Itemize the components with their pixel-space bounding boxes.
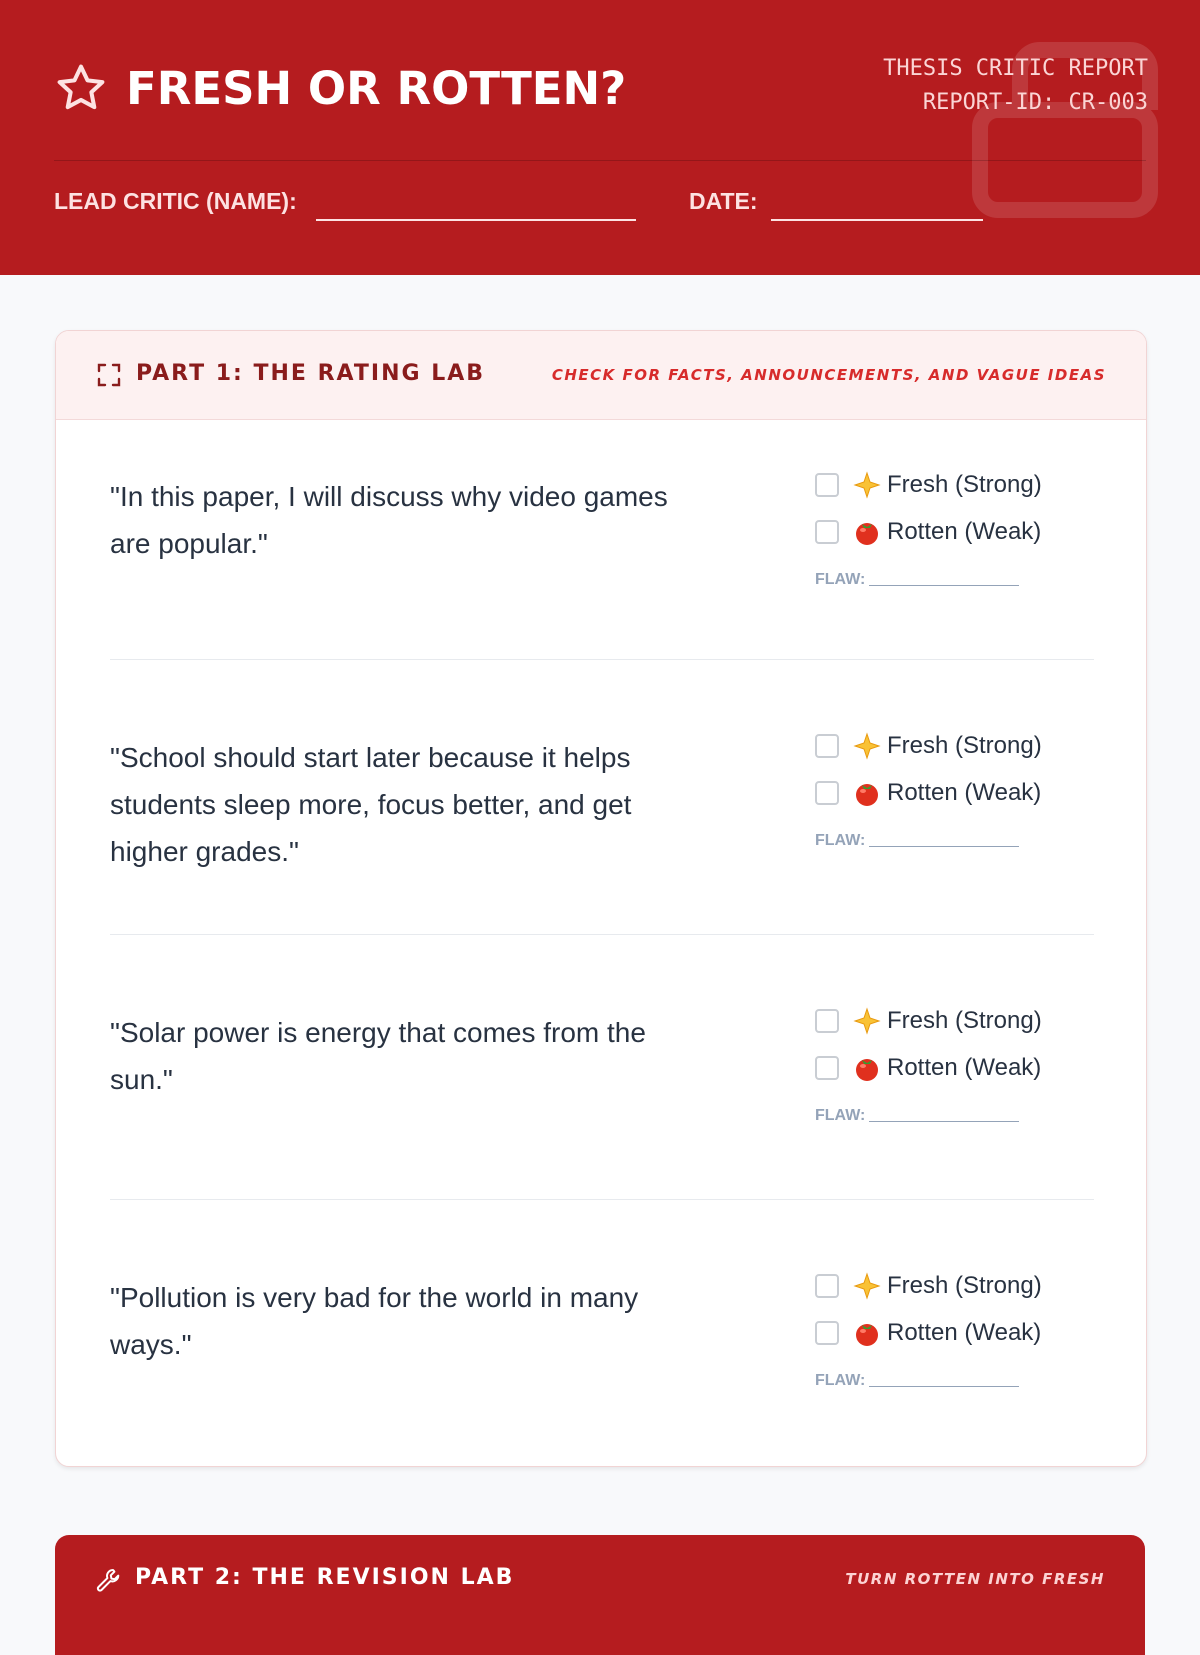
tomato-icon <box>853 1319 881 1347</box>
rotten-checkbox[interactable] <box>815 1321 839 1345</box>
rotten-checkbox[interactable] <box>815 1056 839 1080</box>
sparkle-icon <box>853 1272 881 1300</box>
fresh-checkbox[interactable] <box>815 734 839 758</box>
part1-header <box>56 331 1146 420</box>
rotten-checkbox[interactable] <box>815 520 839 544</box>
fresh-option[interactable] <box>815 731 1042 761</box>
item-divider <box>110 934 1094 935</box>
part2-title: PART 2: THE REVISION LAB <box>135 1565 515 1590</box>
rotten-label: Rotten (Weak) <box>887 518 1042 545</box>
rotten-label: Rotten (Weak) <box>887 1054 1042 1081</box>
frame-icon <box>96 362 122 388</box>
fresh-label: Fresh (Strong) <box>887 1007 1042 1034</box>
part1-title: PART 1: THE RATING LAB <box>136 361 486 386</box>
fresh-checkbox[interactable] <box>815 473 839 497</box>
part2-hint: TURN ROTTEN INTO FRESH <box>845 1570 1105 1588</box>
date-field[interactable] <box>771 219 983 221</box>
flaw-field[interactable] <box>815 571 1019 589</box>
thesis-quote: "School should start later because it helps students sleep more, focus better, and get higher grades." <box>110 742 632 867</box>
flaw-line <box>869 1386 1019 1387</box>
flaw-field[interactable] <box>815 832 1019 850</box>
sparkle-icon <box>853 732 881 760</box>
sparkle-icon <box>853 471 881 499</box>
fresh-checkbox[interactable] <box>815 1009 839 1033</box>
lead-critic-name-field[interactable] <box>316 219 636 221</box>
star-icon <box>54 61 108 115</box>
rotten-option[interactable] <box>815 517 1041 547</box>
report-header <box>0 0 1200 275</box>
header-divider <box>54 160 1146 161</box>
fresh-option[interactable] <box>815 470 1042 500</box>
item-divider <box>110 1199 1094 1200</box>
tomato-icon <box>853 779 881 807</box>
report-label: THESIS CRITIC REPORT <box>883 56 1148 81</box>
tomato-icon <box>853 518 881 546</box>
flaw-field[interactable] <box>815 1107 1019 1125</box>
part2-card <box>55 1535 1145 1655</box>
date-label: DATE: <box>689 188 758 214</box>
flaw-field[interactable] <box>815 1372 1019 1390</box>
title-row <box>54 58 626 118</box>
rotten-label: Rotten (Weak) <box>887 1319 1042 1346</box>
part1-hint: CHECK FOR FACTS, ANNOUNCEMENTS, AND VAGUE IDEAS <box>551 366 1106 384</box>
flaw-line <box>869 846 1019 847</box>
lead-critic-label: LEAD CRITIC (NAME): <box>54 188 297 214</box>
item-divider <box>110 659 1094 660</box>
rotten-label: Rotten (Weak) <box>887 779 1042 806</box>
thesis-quote: "Pollution is very bad for the world in many ways." <box>110 1282 639 1360</box>
fresh-label: Fresh (Strong) <box>887 1272 1042 1299</box>
fresh-option[interactable] <box>815 1271 1042 1301</box>
report-id: REPORT-ID: CR-003 <box>922 90 1148 115</box>
thesis-quote: "In this paper, I will discuss why video games are popular." <box>110 481 668 559</box>
flaw-label: FLAW: <box>815 571 866 588</box>
fresh-label: Fresh (Strong) <box>887 732 1042 759</box>
flaw-label: FLAW: <box>815 832 866 849</box>
rotten-checkbox[interactable] <box>815 781 839 805</box>
flaw-label: FLAW: <box>815 1107 866 1124</box>
rotten-option[interactable] <box>815 1318 1041 1348</box>
thesis-quote: "Solar power is energy that comes from the sun." <box>110 1017 646 1095</box>
flaw-line <box>869 1121 1019 1122</box>
report-meta <box>883 52 1148 120</box>
wrench-icon <box>95 1567 123 1595</box>
rotten-option[interactable] <box>815 778 1041 808</box>
fresh-option[interactable] <box>815 1006 1042 1036</box>
page-title: FRESH OR ROTTEN? <box>126 61 627 115</box>
flaw-label: FLAW: <box>815 1372 866 1389</box>
flaw-line <box>869 585 1019 586</box>
fresh-checkbox[interactable] <box>815 1274 839 1298</box>
fresh-label: Fresh (Strong) <box>887 471 1042 498</box>
sparkle-icon <box>853 1007 881 1035</box>
part1-card <box>55 330 1147 1467</box>
rotten-option[interactable] <box>815 1053 1041 1083</box>
tomato-icon <box>853 1054 881 1082</box>
